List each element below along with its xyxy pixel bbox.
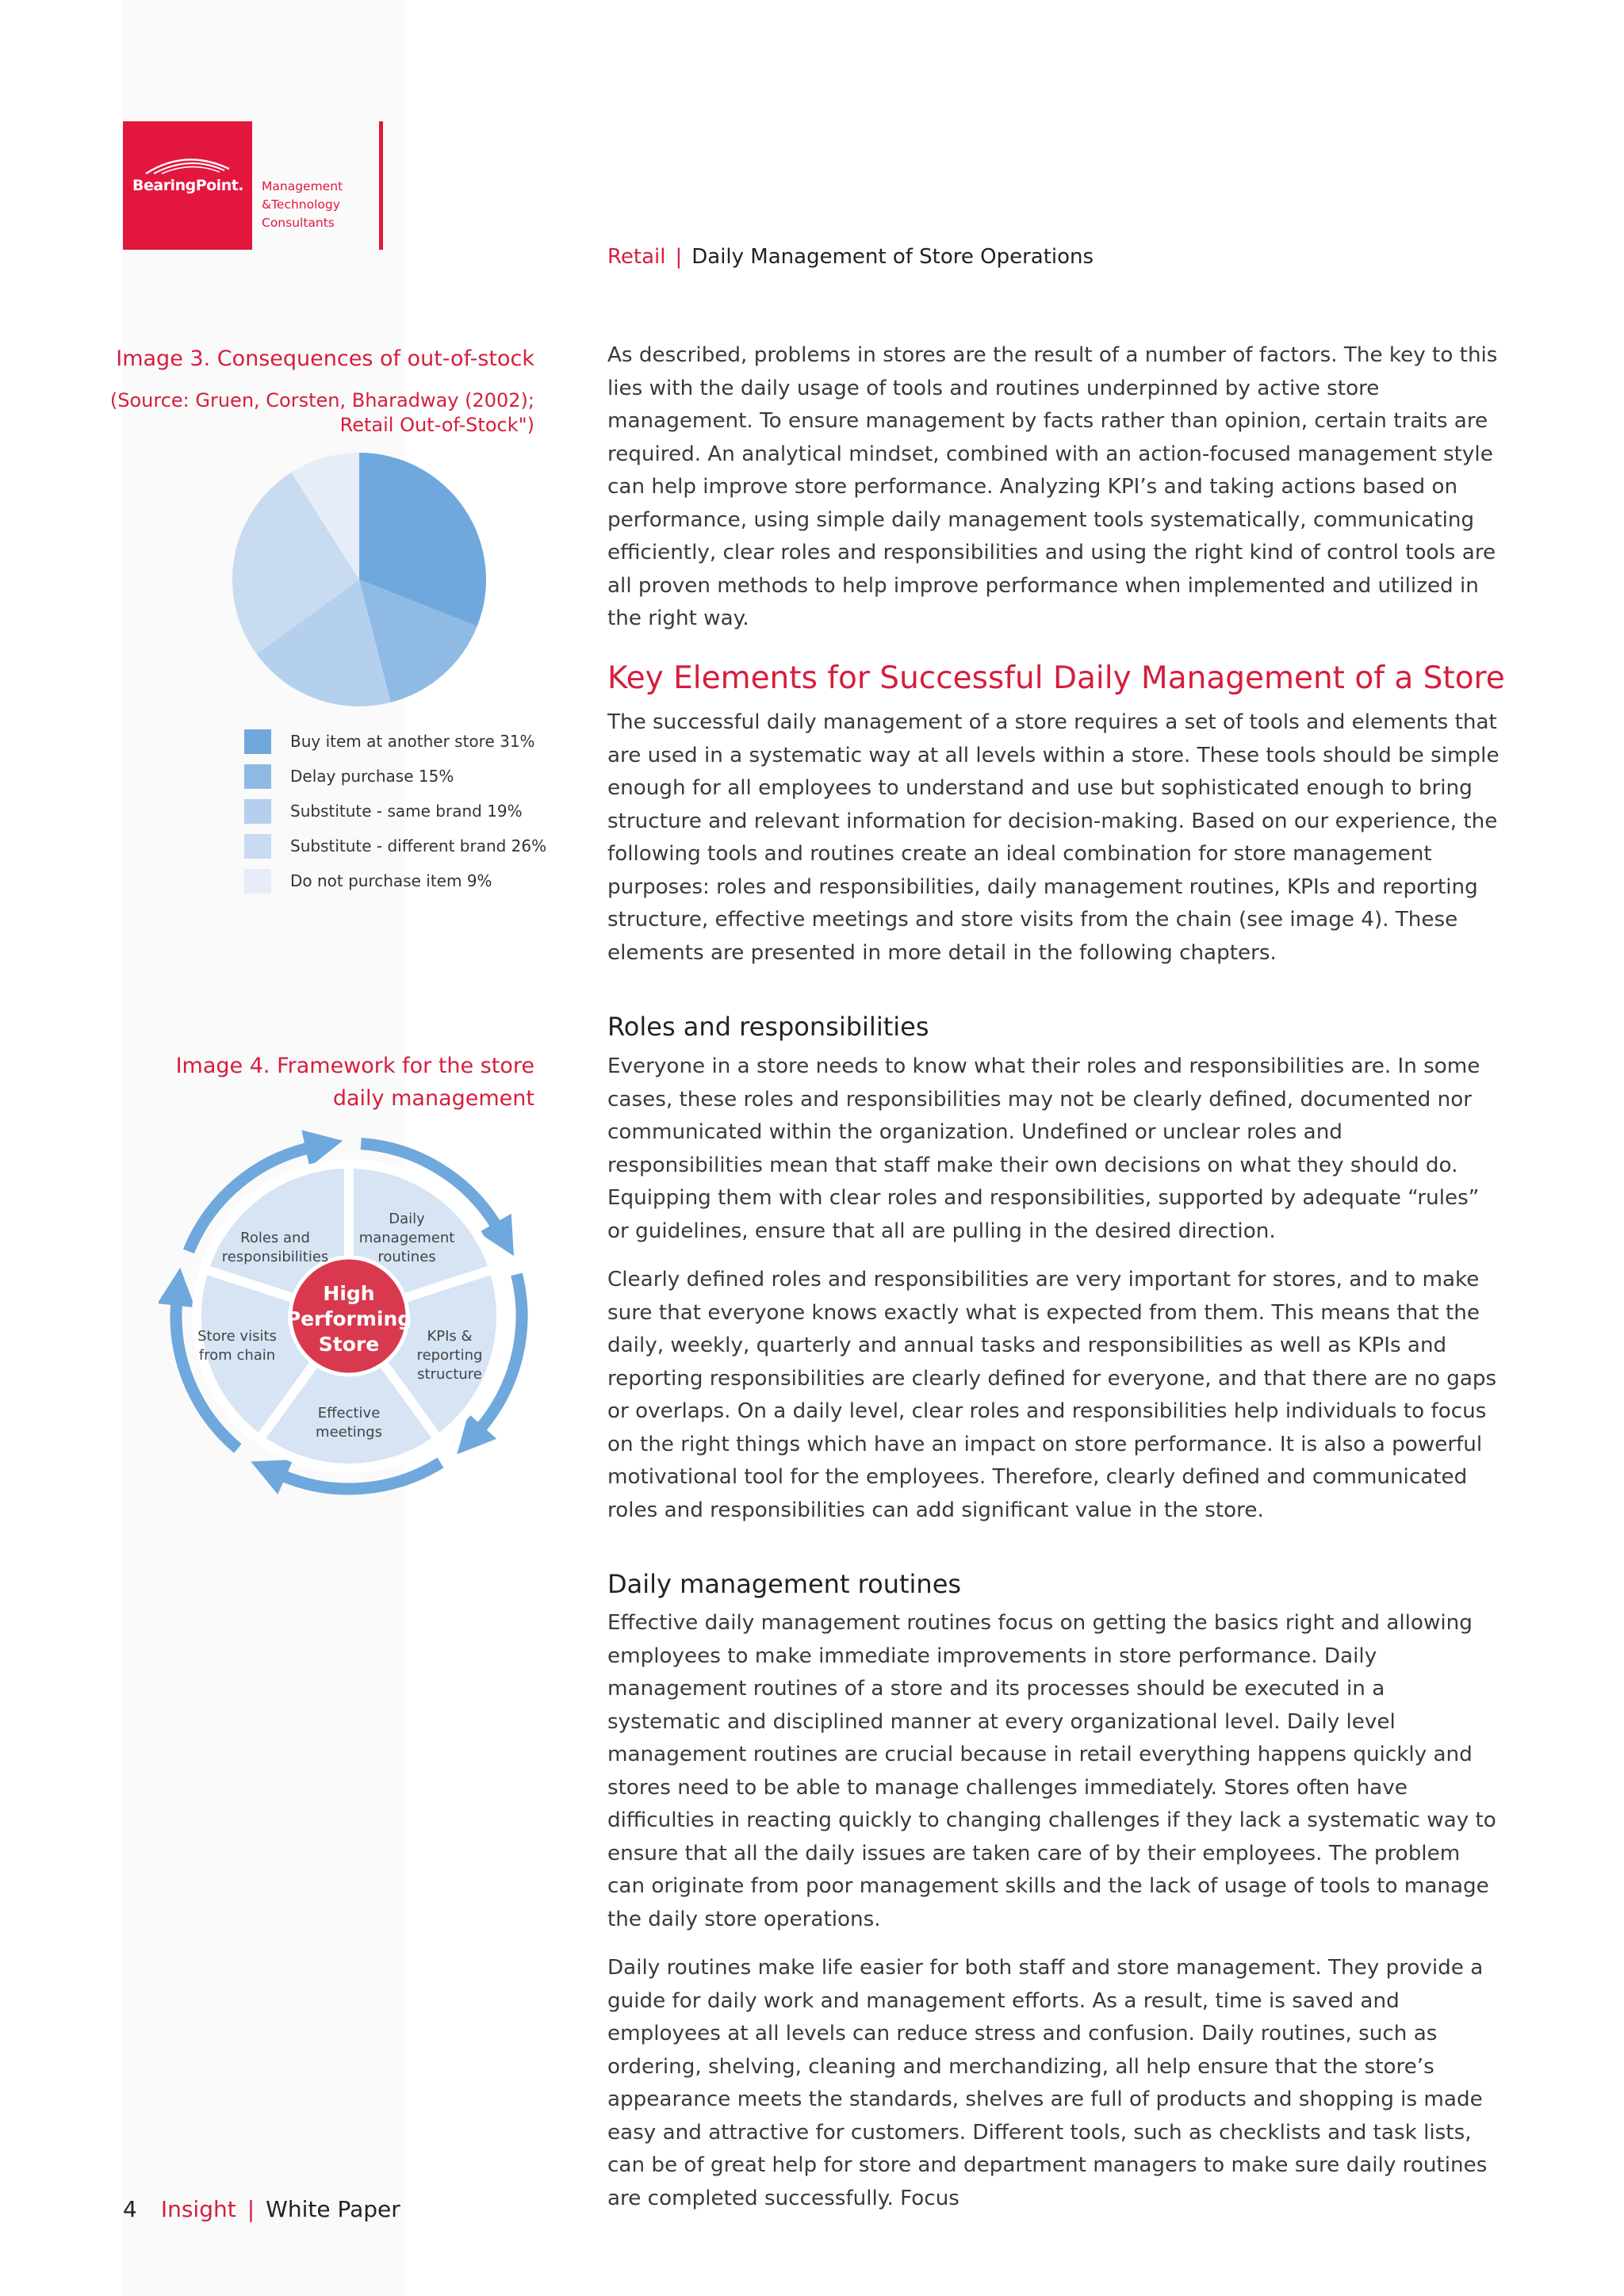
segment-label-visits: from chain: [198, 1347, 276, 1364]
header-section: Retail: [607, 245, 666, 269]
roles-paragraph: Everyone in a store needs to know what their roles and responsibilities are. In some cases, these roles and responsibilities may not be clearly defined, documented nor communicated within the organization. Undefined or unclear roles and responsibilities mean that staff make their own decisions on what they should do. Equipping them with clear roles and responsibilities, supported by adequate “rules” or guidelines, ensure that all are pulling in the desired direction.: [607, 1054, 1480, 1243]
routines-section: [607, 1607, 1503, 2231]
image3-source-line1: (Source: Gruen, Corsten, Bharadway (2002);: [109, 389, 534, 411]
segment-label-kpis: KPIs &: [427, 1328, 473, 1345]
legend-label: Buy item at another store 31%: [290, 732, 535, 751]
footer-separator: |: [247, 2196, 255, 2222]
image4-caption-line1: Image 4. Framework for the store: [175, 1054, 534, 1078]
center-label: High: [323, 1282, 375, 1305]
segment-label-daily: routines: [377, 1249, 436, 1265]
segment-label-roles: Roles and: [240, 1230, 310, 1246]
logo-tagline-line: &Technology: [262, 197, 340, 212]
center-label: Performing: [285, 1307, 412, 1330]
segment-label-kpis: structure: [417, 1366, 482, 1383]
routines-paragraph: Daily routines make life easier for both staff and store management. They provide a guide for daily work and management efforts. As a result, time is saved and employees at all levels can reduce stress and confusion. Daily routines, such as ordering, shelving, cleaning and merchandizing, all help ensure that the store’s appearance meets the standards, shelves are full of products and shopping is made easy and attractive for customers. Different tools, such as checklists and task lists, can be of great help for store and department managers to make sure daily routines are completed successfully. Focus: [607, 1956, 1488, 2210]
image4-caption-line2: daily management: [332, 1086, 534, 1111]
segment-label-daily: Daily: [389, 1211, 425, 1227]
out-of-stock-pie-chart: [224, 445, 494, 714]
legend-swatch: [244, 869, 271, 894]
legend-item: [244, 724, 546, 759]
routines-heading: Daily management routines: [607, 1569, 962, 1599]
segment-label-roles: responsibilities: [221, 1249, 329, 1265]
logo-tagline-line: Consultants: [262, 216, 335, 230]
header-title: Daily Management of Store Operations: [691, 245, 1094, 269]
logo-arc-icon: [142, 151, 237, 175]
image3-caption: Image 3. Consequences of out-of-stock: [116, 346, 534, 371]
header-separator: |: [675, 245, 683, 269]
intro-paragraph: As described, problems in stores are the result of a number of factors. The key to this lies with the daily usage of tools and routines underpinned by active store management. To ensure management by facts rather than opinion, certain traits are required. An analytical mindset, combined with an action-focused management style can help improve store performance. Analyzing KPI’s and taking actions based on performance, using simple daily management tools systematically, communicating efficiently, clear roles and responsibilities and using the right kind of control tools are all proven methods to help improve performance when implemented and utilized in the right way.: [607, 343, 1498, 630]
legend-swatch: [244, 834, 271, 859]
footer-publication: Insight: [160, 2196, 236, 2222]
legend-label: Substitute - different brand 26%: [290, 836, 547, 855]
bearingpoint-logo: [123, 121, 252, 250]
legend-swatch: [244, 764, 271, 789]
segment-label-kpis: reporting: [416, 1347, 483, 1364]
running-header: [607, 245, 1094, 269]
segment-label-visits: Store visits: [197, 1328, 277, 1345]
logo-tagline: [262, 178, 381, 232]
footer-type: White Paper: [266, 2196, 400, 2222]
logo-tagline-line: Management: [262, 179, 343, 193]
center-label: Store: [318, 1333, 380, 1356]
routines-paragraph: Effective daily management routines focus on getting the basics right and allowing employees to make immediate improvements in store performance. Daily management routines of a store and its processes should be executed in a systematic and disciplined manner at every organizational level. Daily level management routines are crucial because in retail everything happens quickly and stores need to be able to manage challenges immediately. Stores often have difficulties in reacting quickly to changing challenges if they lack a systematic way to ensure that all the daily issues are taken care of by their employees. The problem can originate from poor management skills and the lack of usage of tools to manage the daily store operations.: [607, 1611, 1496, 1931]
legend-item: [244, 828, 546, 863]
legend-swatch: [244, 799, 271, 824]
segment-label-meetings: Effective: [317, 1405, 381, 1422]
page-footer: [123, 2196, 400, 2222]
roles-heading: Roles and responsibilities: [607, 1012, 929, 1042]
image3-source-line2: Retail Out-of-Stock"): [339, 414, 534, 436]
key-elements-heading: Key Elements for Successful Daily Management of a Store: [607, 660, 1505, 696]
pie-legend: [244, 724, 546, 898]
logo-divider: [379, 121, 383, 250]
legend-swatch: [244, 729, 271, 754]
logo-wordmark: BearingPoint.: [132, 177, 244, 194]
legend-item: [244, 863, 546, 898]
framework-diagram: [159, 1126, 539, 1506]
legend-item: [244, 759, 546, 794]
legend-item: [244, 794, 546, 828]
roles-section: [607, 1050, 1503, 1543]
segment-label-daily: management: [358, 1230, 455, 1246]
page-number: 4: [123, 2196, 137, 2222]
legend-label: Delay purchase 15%: [290, 767, 454, 786]
segment-label-meetings: meetings: [316, 1424, 382, 1441]
key-elements-paragraph: The successful daily management of a store requires a set of tools and elements that are used in a systematic way at all levels within a store. These tools should be simple enough for all employees to understand and use but sophisticated enough to bring structure and relevant information for decision-making. Based on our experience, the following tools and routines create an ideal combination for store management purposes: roles and responsibilities, daily management routines, KPIs and reporting structure, effective meetings and store visits from the chain (see image 4). These elements are presented in more detail in the following chapters.: [607, 710, 1500, 965]
legend-label: Substitute - same brand 19%: [290, 802, 523, 821]
roles-paragraph: Clearly defined roles and responsibilities are very important for stores, and to make sure that everyone knows exactly what is expected from them. This means that the daily, weekly, quarterly and annual tasks and responsibilities as well as KPIs and reporting responsibilities are clearly defined for everyone, and that there are no gaps or overlaps. On a daily level, clear roles and responsibilities help individuals to focus on the right things which have an impact on store performance. It is also a powerful motivational tool for the employees. Therefore, clearly defined and communicated roles and responsibilities can add significant value in the store.: [607, 1268, 1497, 1522]
legend-label: Do not purchase item 9%: [290, 871, 492, 890]
